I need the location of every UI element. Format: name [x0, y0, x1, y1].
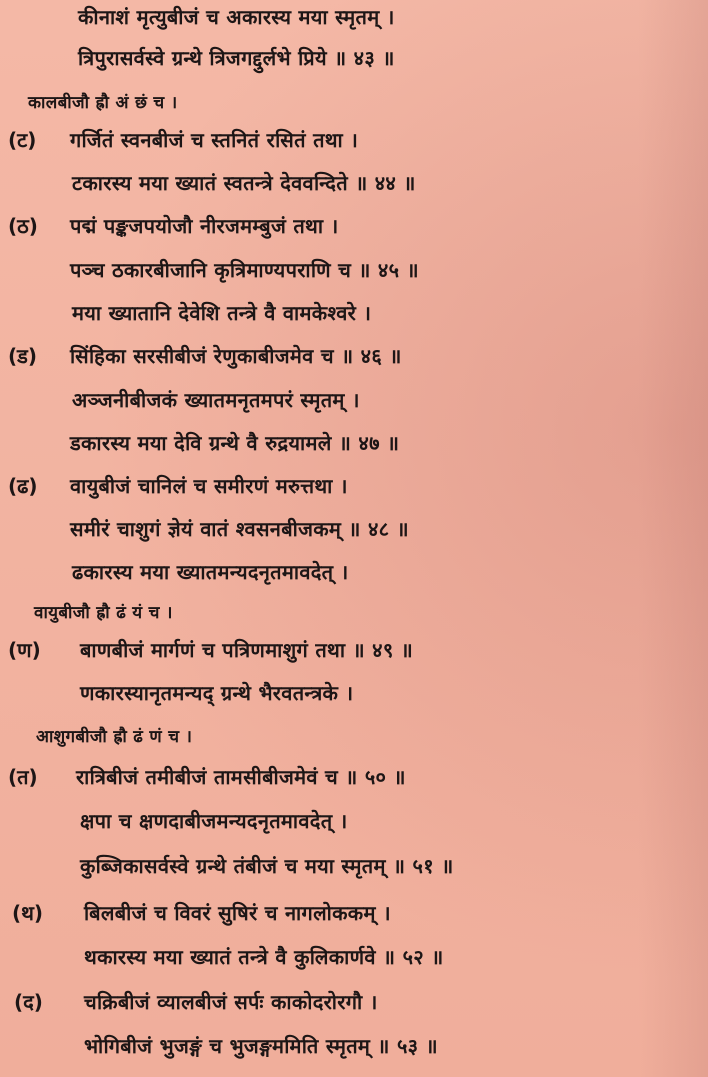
verse-line: कुब्जिकासर्वस्वे ग्रन्थे तंबीजं च मया स्मृतम् ॥ ५१ ॥ — [80, 854, 454, 878]
note-line: आशुगबीजौ ह्रौ ढं णं च । — [36, 727, 193, 747]
page-edge-shadow — [638, 0, 708, 1077]
section-marker: (ण) — [8, 638, 41, 662]
verse-line: वायुबीजं चानिलं च समीरणं मरुत्तथा । — [70, 474, 348, 498]
verse-line: ढकारस्य मया ख्यातमन्यदनृतमावदेत् । — [72, 560, 349, 584]
note-line: कालबीजौ ह्रौ अं छं च । — [28, 93, 178, 113]
verse-line: सिंहिका सरसीबीजं रेणुकाबीजमेव च ॥ ४६ ॥ — [70, 344, 402, 368]
verse-line: थकारस्य मया ख्यातं तन्त्रे वै कुलिकार्णवे ॥ ५२ ॥ — [84, 945, 444, 969]
verse-line: रात्रिबीजं तमीबीजं तामसीबीजमेवं च ॥ ५० ॥ — [76, 765, 406, 789]
section-marker: (ड) — [8, 344, 37, 368]
verse-line: कीनाशं मृत्युबीजं च अकारस्य मया स्मृतम् । — [78, 5, 395, 29]
verse-line: टकारस्य मया ख्यातं स्वतन्त्रे देववन्दिते ॥ ४४ ॥ — [72, 171, 416, 195]
section-marker: (थ) — [12, 901, 44, 925]
verse-line: मया ख्यातानि देवेशि तन्त्रे वै वामकेश्वरे । — [72, 301, 372, 325]
section-marker: (ट) — [8, 128, 37, 152]
verse-line: भोगिबीजं भुजङ्गं च भुजङ्गममिति स्मृतम् ॥ ५३ ॥ — [84, 1034, 438, 1058]
verse-line: चक्रिबीजं व्यालबीजं सर्पः काकोदरोरगौ । — [84, 990, 378, 1014]
verse-line: बाणबीजं मार्गणं च पत्रिणमाशुगं तथा ॥ ४९ ॥ — [80, 638, 414, 662]
verse-line: णकारस्यानृतमन्यद् ग्रन्थे भैरवतन्त्रके । — [80, 681, 354, 705]
verse-line: क्षपा च क्षणदाबीजमन्यदनृतमावदेत् । — [80, 809, 348, 833]
section-marker: (त) — [8, 765, 38, 789]
verse-line: पद्मं पङ्कजपयोजौ नीरजमम्बुजं तथा । — [70, 214, 339, 238]
note-line: वायुबीजौ ह्रौ ढं यं च । — [34, 603, 173, 623]
verse-line: त्रिपुरासर्वस्वे ग्रन्थे त्रिजगद्दुर्लभे प्रिये ॥ ४३ ॥ — [78, 46, 395, 70]
verse-line: बिलबीजं च विवरं सुषिरं च नागलोककम् । — [84, 901, 391, 925]
section-marker: (द) — [14, 990, 43, 1014]
verse-line: डकारस्य मया देवि ग्रन्थे वै रुद्रयामले ॥ ४७ ॥ — [70, 431, 400, 455]
verse-line: गर्जितं स्वनबीजं च स्तनितं रसितं तथा । — [70, 128, 359, 152]
section-marker: (ठ) — [8, 214, 38, 238]
verse-line: अञ्जनीबीजकं ख्यातमनृतमपरं स्मृतम् । — [72, 388, 360, 412]
verse-line: समीरं चाशुगं ज्ञेयं वातं श्वसनबीजकम् ॥ ४८ ॥ — [70, 517, 409, 541]
section-marker: (ढ) — [8, 474, 38, 498]
verse-line: पञ्च ठकारबीजानि कृत्रिमाण्यपराणि च ॥ ४५ ॥ — [70, 258, 419, 282]
